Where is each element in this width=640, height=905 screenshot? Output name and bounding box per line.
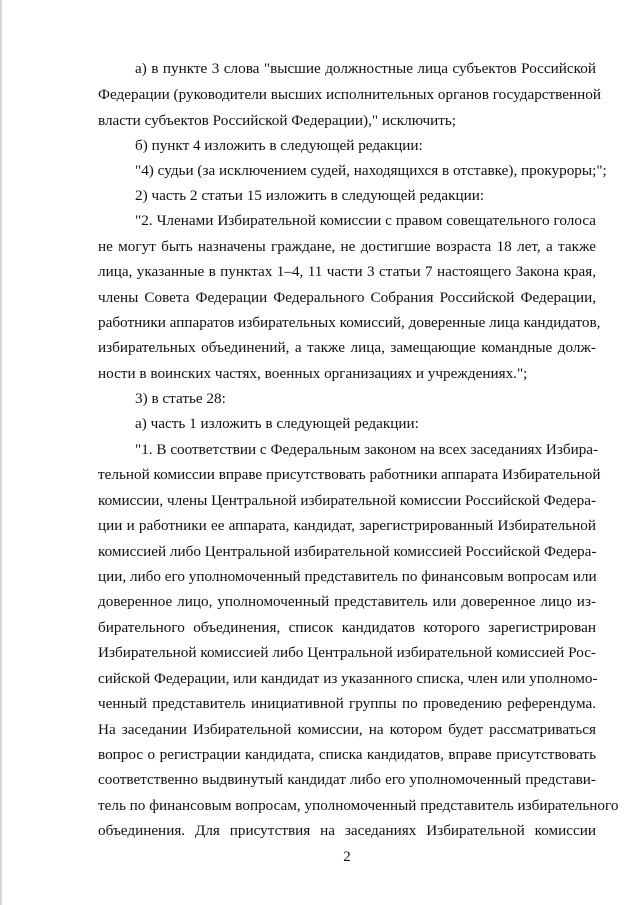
text-line: члены Совета Федерации Федерального Собрания Российской Федерации, xyxy=(98,289,596,306)
text-line: власти субъектов Российской Федерации)," исключить; xyxy=(98,112,457,129)
text-line: сийской Федерации, или кандидат из указанного списка, член или уполномо- xyxy=(98,670,598,687)
text-line: комиссией либо Центральной избирательной комиссией Российской Федера- xyxy=(98,543,597,560)
text-line: "4) судьи (за исключением судей, находящихся в отставке), прокуроры;"; xyxy=(135,162,607,179)
text-line: комиссии, члены Центральной избирательной комиссии Российской Федера- xyxy=(98,492,597,509)
text-line: "1. В соответствии с Федеральным законом на всех заседаниях Избира- xyxy=(135,441,599,458)
text-line: бирательного объединения, список кандидатов которого зарегистрирован xyxy=(98,619,596,636)
text-line: доверенное лицо, уполномоченный представитель или доверенное лицо из- xyxy=(98,593,596,610)
text-line: не могут быть назначены граждане, не достигшие возраста 18 лет, а также xyxy=(98,238,596,255)
text-line: лица, указанные в пунктах 1–4, 11 части 3 статьи 7 настоящего Закона края, xyxy=(98,263,596,280)
text-line: На заседании Избирательной комиссии, на котором будет рассматриваться xyxy=(98,721,596,738)
text-line: ции и работники ее аппарата, кандидат, зарегистрированный Избирательной xyxy=(98,517,596,534)
text-line: ченный представитель инициативной группы по проведению референдума. xyxy=(98,695,596,712)
text-line: соответственно выдвинутый кандидат либо его уполномоченный представи- xyxy=(98,771,596,788)
text-line: ности в воинских частях, военных организациях и учреждениях."; xyxy=(98,365,528,382)
text-line: б) пункт 4 изложить в следующей редакции: xyxy=(135,137,423,154)
text-line: ции, либо его уполномоченный представитель по финансовым вопросам или xyxy=(98,568,597,585)
text-line: а) в пункте 3 слова "высшие должностные лица субъектов Российской xyxy=(135,60,596,77)
text-line: "2. Членами Избирательной комиссии с правом совещательного голоса xyxy=(135,212,596,229)
text-line: Федерации (руководители высших исполнительных органов государственной xyxy=(98,86,601,103)
text-line: избирательных объединений, а также лица, замещающие командные долж- xyxy=(98,339,596,356)
text-line: а) часть 1 изложить в следующей редакции: xyxy=(135,415,419,432)
text-line: объединения. Для присутствия на заседаниях Избирательной комиссии xyxy=(98,822,596,839)
text-line: тельной комиссии вправе присутствовать работники аппарата Избирательной xyxy=(98,466,601,483)
text-line: работники аппаратов избирательных комиссий, доверенные лица кандидатов, xyxy=(98,314,601,331)
text-line: тель по финансовым вопросам, уполномоченный представитель избирательного xyxy=(98,797,619,814)
text-line: Избирательной комиссией либо Центральной избирательной комиссией Рос- xyxy=(98,644,596,661)
text-line: 3) в статье 28: xyxy=(135,390,226,407)
page-number: 2 xyxy=(343,849,351,865)
text-line: 2) часть 2 статьи 15 изложить в следующей редакции: xyxy=(135,187,485,204)
text-line: вопрос о регистрации кандидата, списка кандидатов, вправе присутствовать xyxy=(98,746,596,763)
